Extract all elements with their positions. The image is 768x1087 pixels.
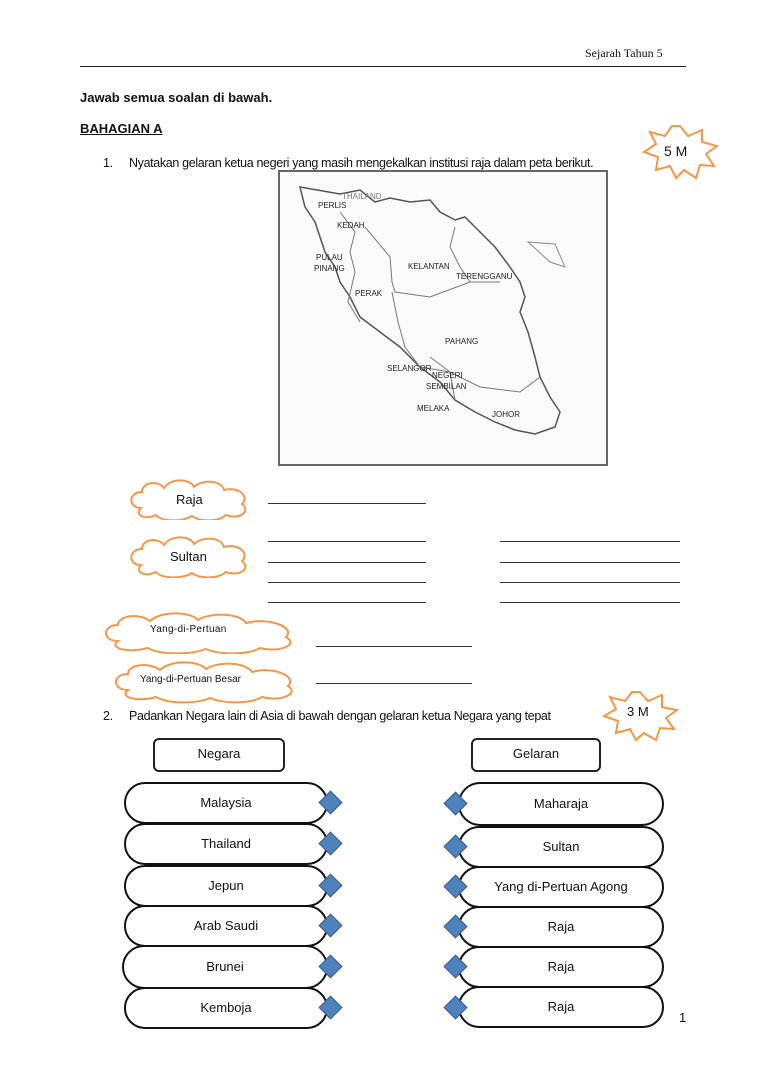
q2-marks: 3 M [627,704,649,719]
answer-line-sultan-2[interactable] [268,562,426,563]
country-thailand[interactable]: Thailand [124,823,328,865]
page-number: 1 [679,1010,687,1025]
title-raja-1[interactable]: Raja [458,906,664,948]
q1-number: 1. [103,156,113,170]
peninsular-map [278,170,608,466]
country-kemboja[interactable]: Kemboja [124,987,328,1029]
answer-line-sultan-1[interactable] [268,541,426,542]
map-label-kelantan: KELANTAN [408,262,450,271]
header-rule [80,66,686,67]
cloud-ydpb-label: Yang-di-Pertuan Besar [140,674,241,685]
country-arab-saudi[interactable]: Arab Saudi [124,905,328,947]
answer-line-sultan-8[interactable] [500,602,680,603]
answer-line-sultan-5[interactable] [500,541,680,542]
q2-text: Padankan Negara lain di Asia di bawah dengan gelaran ketua Negara yang tepat [129,709,551,723]
map-label-terengganu: TERENGGANU [456,272,513,281]
cloud-raja-label: Raja [176,492,203,507]
answer-line-sultan-6[interactable] [500,562,680,563]
map-label-selangor: SELANGOR [387,364,432,373]
map-outline [280,172,606,464]
q1-text: Nyatakan gelaran ketua negeri yang masih mengekalkan institusi raja dalam peta berikut. [129,156,594,170]
answer-line-sultan-7[interactable] [500,582,680,583]
answer-line-ydp[interactable] [316,646,472,647]
answer-line-sultan-3[interactable] [268,582,426,583]
map-label-pulau: PULAU [316,253,343,262]
country-jepun[interactable]: Jepun [124,865,328,907]
country-brunei[interactable]: Brunei [122,945,328,989]
map-label-sembilan: SEMBILAN [426,382,467,391]
map-label-melaka: MELAKA [417,404,450,413]
map-label-perlis: PERLIS [318,201,347,210]
q2-number: 2. [103,709,113,723]
page-header: Sejarah Tahun 5 [585,46,663,60]
answer-line-raja[interactable] [268,503,426,504]
title-maharaja[interactable]: Maharaja [458,782,664,826]
negara-header: Negara [153,738,285,772]
country-malaysia[interactable]: Malaysia [124,782,328,824]
map-label-thailand: THAILAND [342,192,382,201]
answer-line-ydpb[interactable] [316,683,472,684]
section-title: BAHAGIAN A [80,121,163,136]
q1-marks: 5 M [664,143,688,159]
answer-line-sultan-4[interactable] [268,602,426,603]
title-ydp-agong[interactable]: Yang di-Pertuan Agong [458,866,664,908]
cloud-ydp-label: Yang-di-Pertuan [150,624,227,635]
map-label-pinang: PINANG [314,264,345,273]
map-label-perak: PERAK [355,289,383,298]
gelaran-header: Gelaran [471,738,601,772]
map-label-kedah: KEDAH [337,221,365,230]
instructions: Jawab semua soalan di bawah. [80,90,273,105]
cloud-sultan-label: Sultan [170,549,207,564]
map-label-pahang: PAHANG [445,337,479,346]
title-raja-3[interactable]: Raja [458,986,664,1028]
map-label-negeri: NEGERI [432,371,463,380]
map-label-johor: JOHOR [492,410,520,419]
title-raja-2[interactable]: Raja [458,946,664,988]
title-sultan[interactable]: Sultan [458,826,664,868]
